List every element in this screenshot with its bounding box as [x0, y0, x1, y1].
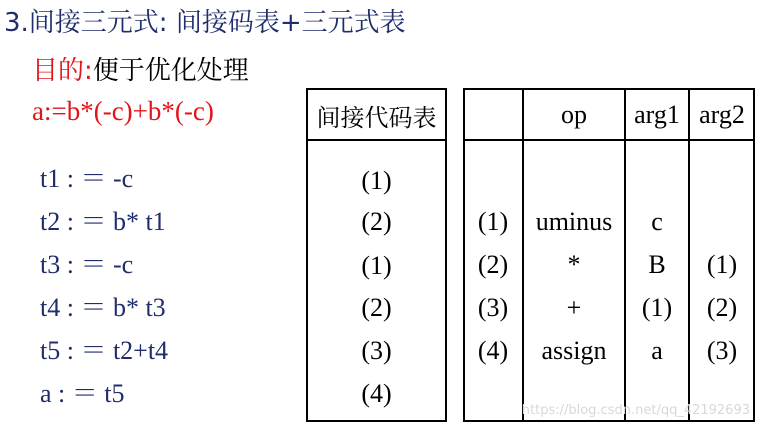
triple-header-op: op [561, 100, 587, 129]
triple-cell-arg2: (2) [706, 293, 738, 322]
triple-cell-arg1: (1) [641, 293, 673, 322]
indirect-entry: (3) [361, 336, 392, 365]
triple-cell-arg1: B [648, 250, 666, 279]
triple-cell-index: (2) [477, 250, 509, 279]
code-line: t5 : ＝ t2+t4 [40, 336, 169, 365]
triple-cell-op: * [567, 250, 581, 279]
goal-label: 目的: [32, 56, 93, 86]
indirect-entry: (2) [361, 207, 392, 236]
triple-table-header-divider [463, 139, 755, 141]
code-line: t3 : ＝ -c [40, 250, 134, 279]
watermark: https://blog.csdn.net/qq_42192693 [521, 403, 750, 418]
indirect-entry: (1) [361, 251, 392, 280]
indirect-table-header-divider [306, 139, 447, 141]
page-title: 3.间接三元式: 间接码表+三元式表 [4, 8, 406, 38]
code-line: t2 : ＝ b* t1 [40, 207, 166, 236]
triple-cell-index: (1) [477, 207, 509, 236]
triple-cell-op: assign [541, 336, 607, 365]
triple-header-arg1: arg1 [634, 100, 680, 129]
indirect-table-header: 间接代码表 [316, 104, 437, 132]
code-line: t1 : ＝ -c [40, 164, 134, 193]
triple-cell-arg2: (3) [706, 336, 738, 365]
triple-cell-index: (4) [477, 336, 509, 365]
indirect-entry: (4) [361, 379, 392, 408]
goal-line [32, 50, 249, 87]
indirect-entry: (1) [361, 166, 392, 195]
triple-cell-arg1: a [651, 336, 663, 365]
goal-text: 便于优化处理 [92, 56, 249, 86]
triple-cell-arg1: c [651, 207, 663, 236]
triple-header-arg2: arg2 [699, 100, 745, 129]
expression: a:=b*(-c)+b*(-c) [32, 96, 214, 126]
indirect-entry: (2) [361, 293, 392, 322]
triple-cell-op: uminus [535, 207, 613, 236]
triple-cell-op: + [566, 293, 582, 322]
code-line: t4 : ＝ b* t3 [40, 293, 166, 322]
triple-cell-index: (3) [477, 293, 509, 322]
code-line: a : ＝ t5 [40, 379, 125, 408]
triple-cell-arg2: (1) [706, 250, 738, 279]
